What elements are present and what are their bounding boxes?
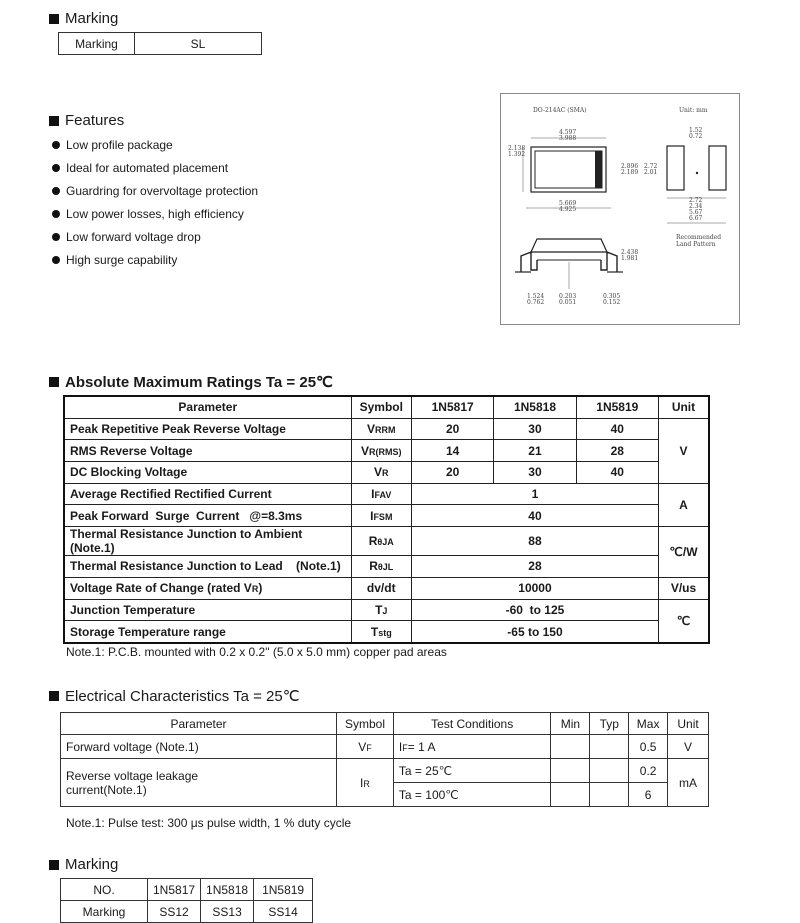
- amr-symbol: [351, 483, 411, 505]
- table-row: [64, 527, 709, 556]
- ec-typ: [590, 783, 629, 807]
- bullet-icon: [52, 210, 60, 218]
- ec-max: 6: [629, 783, 668, 807]
- dim-text: 1.524: [527, 293, 545, 300]
- amr-value: 30: [494, 418, 576, 440]
- marking-label: Marking: [61, 901, 148, 923]
- cond-post: = 1 A: [407, 739, 436, 754]
- symbol-sub: FSM: [373, 511, 393, 522]
- amr-header: 1N5817: [411, 396, 493, 418]
- symbol-sub: J: [382, 605, 388, 616]
- amr-header: Parameter: [64, 396, 351, 418]
- ec-typ: [590, 735, 629, 759]
- ec-title: [49, 687, 300, 705]
- amr-title: [49, 373, 333, 391]
- ec-min: [551, 759, 590, 783]
- ec-title-text: Electrical Characteristics Ta = 25℃: [65, 688, 300, 705]
- symbol-main: T: [375, 602, 383, 617]
- table-row: [64, 462, 709, 484]
- feature-text: Low forward voltage drop: [66, 229, 201, 244]
- dim-text: 2.72: [644, 163, 658, 170]
- dim-text: 5.67: [689, 209, 703, 216]
- square-bullet-icon: [49, 14, 59, 24]
- amr-header: 1N5819: [576, 396, 658, 418]
- amr-value: 14: [411, 440, 493, 462]
- cathode-band: [595, 151, 602, 188]
- symbol-main: T: [370, 624, 379, 639]
- amr-value: 40: [576, 418, 658, 440]
- amr-param: Storage Temperature range: [64, 621, 351, 643]
- table-row: [64, 599, 709, 621]
- ec-max: 0.5: [629, 735, 668, 759]
- dim-text: 1.392: [508, 151, 526, 158]
- ec-table: [60, 712, 709, 807]
- marking-top-title: [49, 10, 118, 27]
- ec-header: Symbol: [337, 713, 394, 735]
- marking-top-title-text: Marking: [65, 10, 119, 27]
- marking-header: 1N5818: [201, 879, 254, 901]
- feature-item: [52, 179, 258, 202]
- amr-title-text: Absolute Maximum Ratings Ta = 25℃: [65, 374, 333, 391]
- amr-unit: A: [658, 483, 709, 526]
- marking-header: NO.: [61, 879, 148, 901]
- symbol-sub: RRM: [375, 425, 396, 436]
- amr-value: 20: [411, 462, 493, 484]
- symbol-sub: R: [363, 778, 370, 789]
- param-sub: R: [251, 584, 259, 595]
- amr-param: Peak Repetitive Peak Reverse Voltage: [64, 418, 351, 440]
- land-pad-left: [667, 146, 684, 190]
- feature-text: High surge capability: [66, 252, 178, 267]
- ec-unit: mA: [668, 759, 709, 807]
- ec-symbol: [337, 759, 394, 807]
- feature-item: [52, 202, 258, 225]
- amr-value: -60 to 125: [411, 599, 658, 621]
- feature-text: Low power losses, high efficiency: [66, 206, 244, 221]
- feature-item: [52, 133, 258, 156]
- feature-item: [52, 156, 258, 179]
- amr-symbol: [351, 556, 411, 578]
- marking-value: SS13: [201, 901, 254, 923]
- ec-min: [551, 735, 590, 759]
- body-side-view: [531, 239, 607, 252]
- table-row: [64, 621, 709, 643]
- symbol-main: I: [370, 508, 374, 523]
- amr-symbol: [351, 418, 411, 440]
- bullet-icon: [52, 256, 60, 264]
- bullet-icon: [52, 141, 60, 149]
- feature-text: Low profile package: [66, 137, 173, 152]
- symbol-main: I: [371, 487, 375, 502]
- amr-header-row: [64, 396, 709, 418]
- feature-text: Ideal for automated placement: [66, 160, 229, 175]
- land-label-1: Recommended: [676, 234, 722, 241]
- dim-text: 2.138: [508, 145, 526, 152]
- ec-condition: Ta = 25℃: [393, 759, 551, 783]
- amr-value: 1: [411, 483, 658, 505]
- cond-sub: F: [402, 742, 408, 753]
- amr-header: Unit: [658, 396, 709, 418]
- features-list: [52, 133, 258, 271]
- ec-header: Min: [551, 713, 590, 735]
- land-pad-right: [709, 146, 726, 190]
- ec-min: [551, 783, 590, 807]
- amr-value: -65 to 150: [411, 621, 658, 643]
- bullet-icon: [52, 164, 60, 172]
- marking-top-table: [58, 32, 262, 55]
- square-bullet-icon: [49, 860, 59, 870]
- amr-value: 21: [494, 440, 576, 462]
- amr-param: Average Rectified Rectified Current: [64, 483, 351, 505]
- amr-header: 1N5818: [494, 396, 576, 418]
- amr-value: 20: [411, 418, 493, 440]
- dim-text: 0.305: [603, 293, 621, 300]
- symbol-main: I: [360, 775, 364, 790]
- symbol-main: V: [361, 443, 370, 458]
- amr-unit: V: [658, 418, 709, 483]
- feature-item: [52, 248, 258, 271]
- amr-value: 30: [494, 462, 576, 484]
- square-bullet-icon: [49, 116, 59, 126]
- marking-value: SS14: [254, 901, 313, 923]
- marking-header: 1N5819: [254, 879, 313, 901]
- ec-header: Test Conditions: [393, 713, 551, 735]
- amr-table: [63, 395, 710, 644]
- symbol-main: V: [374, 465, 383, 480]
- symbol-main: R: [369, 559, 378, 574]
- features-title: [49, 112, 124, 129]
- ec-param: [61, 759, 337, 807]
- amr-symbol: [351, 621, 411, 643]
- dim-text: 2.72: [689, 197, 703, 204]
- land-label-2: Land Pattern: [676, 241, 716, 248]
- amr-param: Thermal Resistance Junction to Lead (Note.1): [64, 556, 351, 578]
- amr-param: [64, 577, 351, 599]
- ec-condition: Ta = 100℃: [393, 783, 551, 807]
- param-line: Reverse voltage leakage: [66, 768, 199, 783]
- amr-header: Symbol: [351, 396, 411, 418]
- param-line: current(Note.1): [66, 782, 147, 797]
- dim-text: 0.762: [527, 299, 545, 306]
- amr-symbol: dv/dt: [351, 577, 411, 599]
- symbol-sub: F: [366, 742, 372, 753]
- ec-header: Max: [629, 713, 668, 735]
- amr-param: Junction Temperature: [64, 599, 351, 621]
- features-title-text: Features: [65, 112, 125, 129]
- feature-item: [52, 225, 258, 248]
- symbol-sub: R(RMS): [369, 446, 402, 457]
- dim-text: 1.52: [689, 127, 703, 134]
- square-bullet-icon: [49, 691, 59, 701]
- param-text: ): [258, 581, 263, 596]
- table-row: [64, 440, 709, 462]
- dim-text: 3.988: [559, 135, 577, 142]
- table-row: [61, 901, 313, 923]
- symbol-sub: θJA: [377, 537, 394, 548]
- square-bullet-icon: [49, 377, 59, 387]
- symbol-main: V: [367, 422, 376, 437]
- ec-typ: [590, 759, 629, 783]
- marking-bottom-title: [49, 856, 118, 873]
- cond-main: I: [398, 739, 403, 754]
- ec-header: Typ: [590, 713, 629, 735]
- amr-unit: ℃: [658, 599, 709, 643]
- amr-note: Note.1: P.C.B. mounted with 0.2 x 0.2" (5.0 x 5.0 mm) copper pad areas: [66, 645, 447, 659]
- amr-param: DC Blocking Voltage: [64, 462, 351, 484]
- dim-text: 6.67: [689, 215, 703, 222]
- amr-value: 28: [576, 440, 658, 462]
- symbol-sub: θJL: [377, 562, 394, 573]
- amr-value: 88: [411, 527, 658, 556]
- ec-unit: V: [668, 735, 709, 759]
- package-drawing: [500, 93, 740, 325]
- package-label: DO-214AC (SMA): [533, 107, 587, 114]
- symbol-sub: stg: [378, 627, 392, 638]
- table-row: [61, 735, 709, 759]
- amr-value: 40: [576, 462, 658, 484]
- marking-header: 1N5817: [148, 879, 201, 901]
- feature-text: Guardring for overvoltage protection: [66, 183, 259, 198]
- amr-unit: ℃/W: [658, 527, 709, 578]
- amr-value: 40: [411, 505, 658, 527]
- amr-symbol: [351, 462, 411, 484]
- dim-text: 1.981: [621, 255, 639, 262]
- marking-value: SS12: [148, 901, 201, 923]
- ec-header-row: [61, 713, 709, 735]
- amr-symbol: [351, 599, 411, 621]
- body-inner-outline: [535, 151, 602, 188]
- amr-symbol: [351, 440, 411, 462]
- dim-text: 2.189: [621, 169, 639, 176]
- dim-text: 0.203: [559, 293, 577, 300]
- symbol-sub: FAV: [374, 490, 392, 501]
- dim-text: 2.34: [689, 203, 703, 210]
- bullet-icon: [52, 187, 60, 195]
- dim-text: 0.152: [603, 299, 621, 306]
- amr-param: Peak Forward Surge Current @=8.3ms: [64, 505, 351, 527]
- dim-text: 5.669: [559, 200, 577, 207]
- ec-header: Unit: [668, 713, 709, 735]
- dim-text: 4.597: [559, 129, 577, 136]
- bullet-icon: [52, 233, 60, 241]
- table-row: [64, 577, 709, 599]
- ec-note: Note.1: Pulse test: 300 μs pulse width, 1 % duty cycle: [66, 816, 352, 830]
- table-row: [61, 759, 709, 783]
- ec-symbol: [337, 735, 394, 759]
- table-row: [64, 505, 709, 527]
- amr-symbol: [351, 505, 411, 527]
- amr-unit: V/us: [658, 577, 709, 599]
- marking-bottom-title-text: Marking: [65, 856, 119, 873]
- ec-max: 0.2: [629, 759, 668, 783]
- marking-bottom-table: [60, 878, 313, 923]
- ec-condition: [393, 735, 551, 759]
- param-text: Voltage Rate of Change (rated V: [70, 581, 252, 596]
- table-row: [64, 418, 709, 440]
- symbol-main: R: [368, 534, 378, 549]
- marking-top-value: SL: [135, 33, 262, 55]
- marking-header-row: [61, 879, 313, 901]
- symbol-main: V: [358, 739, 367, 754]
- ec-param: Forward voltage (Note.1): [61, 735, 337, 759]
- dim-text: 2.01: [644, 169, 658, 176]
- amr-value: 28: [411, 556, 658, 578]
- dim-text: 4.925: [559, 206, 577, 213]
- amr-value: 10000: [411, 577, 658, 599]
- symbol-sub: R: [382, 468, 389, 479]
- dim-text: 2.438: [621, 249, 639, 256]
- dim-text: 2.896: [621, 163, 639, 170]
- ec-header: Parameter: [61, 713, 337, 735]
- dim-text: 0.051: [559, 299, 577, 306]
- marking-top-label: Marking: [59, 33, 135, 55]
- amr-param: Thermal Resistance Junction to Ambient (Note.1): [64, 527, 351, 556]
- amr-symbol: [351, 527, 411, 556]
- unit-label: Unit: mm: [679, 107, 708, 114]
- amr-param: RMS Reverse Voltage: [64, 440, 351, 462]
- table-row: [64, 483, 709, 505]
- dim-text: 0.72: [689, 133, 703, 140]
- table-row: [64, 556, 709, 578]
